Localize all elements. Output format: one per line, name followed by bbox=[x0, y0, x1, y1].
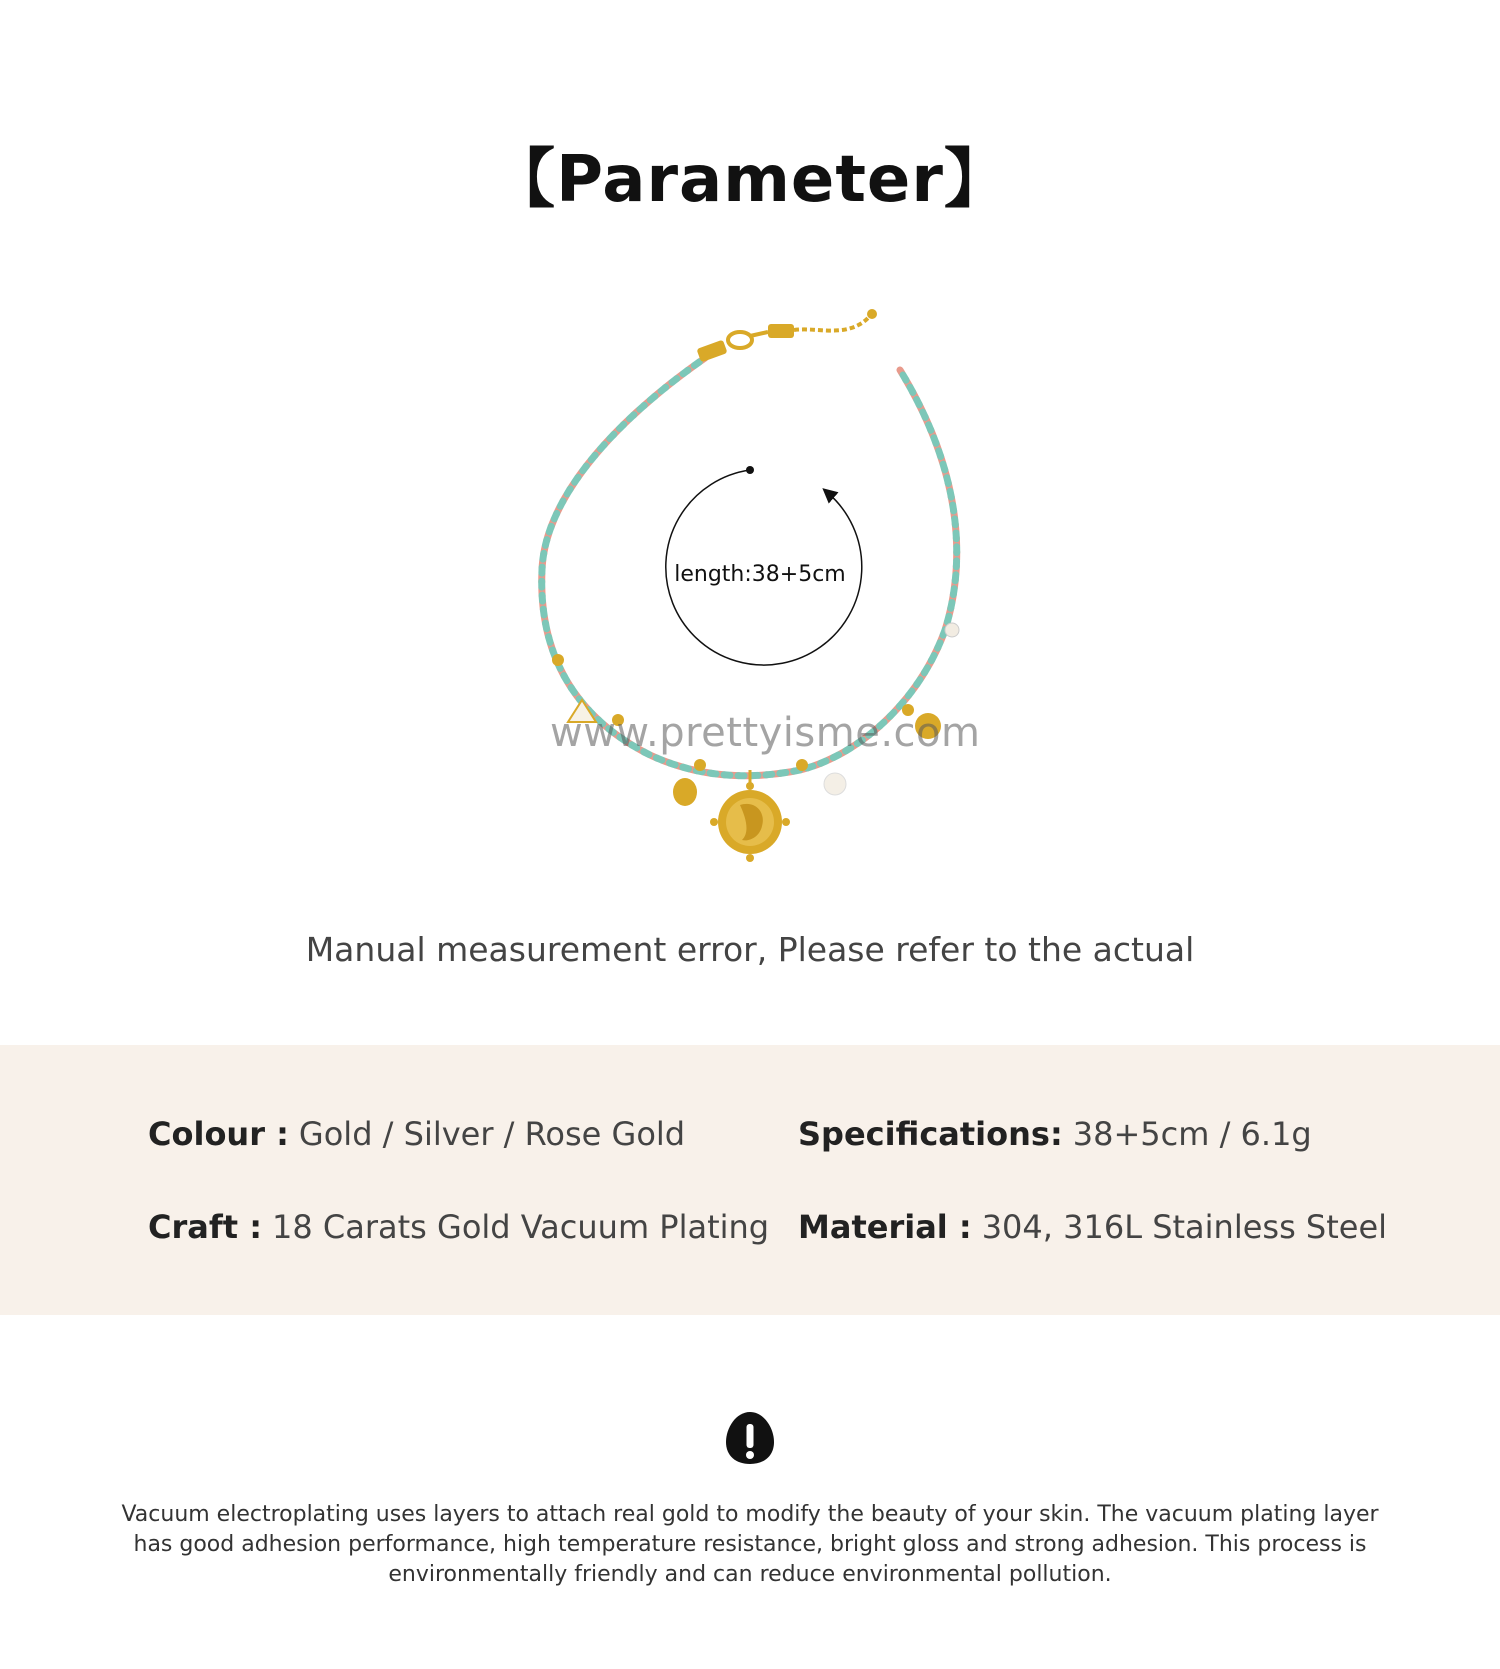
spec-specifications-value: 38+5cm / 6.1g bbox=[1072, 1115, 1312, 1153]
spec-material bbox=[798, 1208, 1387, 1246]
warning-icon bbox=[724, 1410, 776, 1466]
necklace-illustration-icon bbox=[450, 300, 1050, 880]
spec-specifications bbox=[798, 1115, 1312, 1153]
product-image bbox=[450, 300, 1050, 880]
spec-colour bbox=[148, 1115, 685, 1153]
measurement-note: Manual measurement error, Please refer to the actual bbox=[305, 930, 1195, 969]
spec-craft-value: 18 Carats Gold Vacuum Plating bbox=[272, 1208, 770, 1246]
plating-description: Vacuum electroplating uses layers to attach real gold to modify the beauty of your skin. The vacuum plating layer has good adhesion performance, high temperature resistance, bright gloss and strong adhesion. This process is environmentally friendly and can reduce environmental pollution. bbox=[121, 1502, 1379, 1587]
length-label: length:38+5cm bbox=[674, 562, 846, 587]
specs-panel bbox=[0, 1045, 1500, 1315]
watermark: www.prettyisme.com bbox=[550, 710, 981, 756]
spec-colour-label: Colour : bbox=[148, 1115, 289, 1153]
spec-specifications-label: Specifications: bbox=[798, 1115, 1063, 1153]
spec-material-label: Material : bbox=[798, 1208, 972, 1246]
spec-colour-value: Gold / Silver / Rose Gold bbox=[298, 1115, 686, 1153]
spec-craft bbox=[148, 1208, 769, 1246]
spec-material-value: 304, 316L Stainless Steel bbox=[981, 1208, 1388, 1246]
page-title: 【Parameter】 bbox=[491, 143, 1009, 217]
spec-craft-label: Craft : bbox=[148, 1208, 263, 1246]
